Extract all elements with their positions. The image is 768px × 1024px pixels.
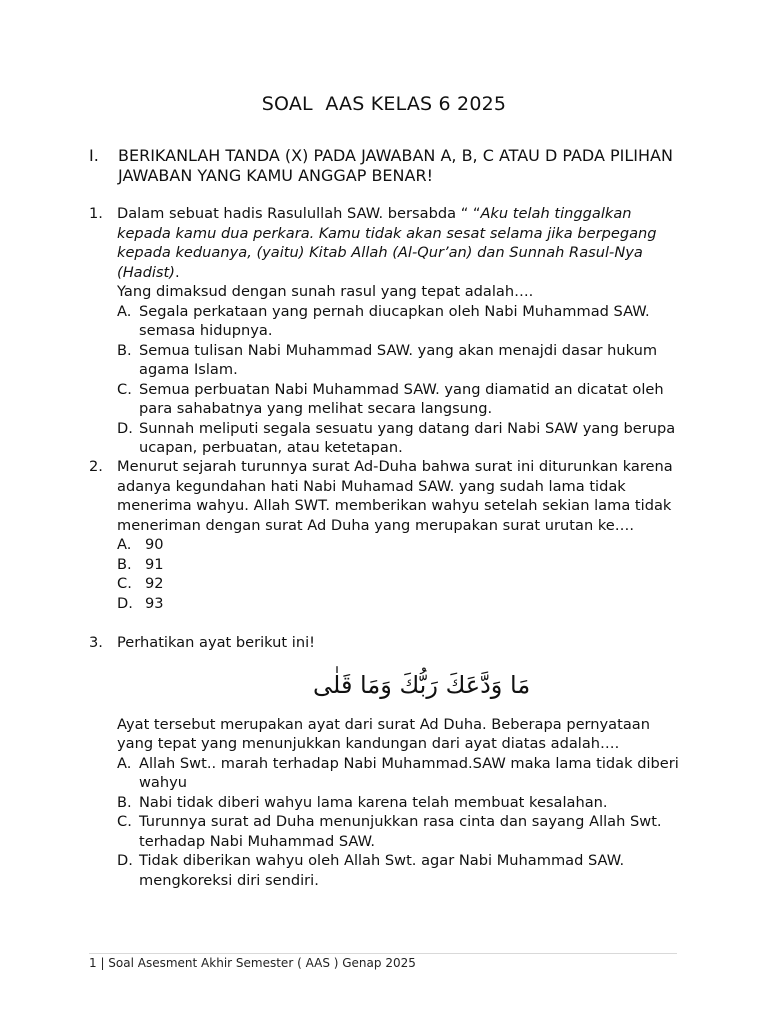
option-b	[117, 341, 689, 380]
option-text: Tidak diberikan wahyu oleh Allah Swt. agar Nabi Muhammad SAW. mengkoreksi diri sendiri.	[139, 852, 625, 889]
option-text: Segala perkataan yang pernah diucapkan oleh Nabi Muhammad SAW. semasa hidupnya.	[139, 302, 650, 339]
option-c	[117, 380, 689, 419]
option-a	[117, 302, 689, 341]
arabic-verse-text: مَا وَدَّعَكَ رَبُّكَ وَمَا قَلٰى	[313, 670, 531, 699]
option-text: Turunnya surat ad Duha menunjukkan rasa cinta dan sayang Allah Swt. terhadap Nabi Muhammad SAW.	[139, 813, 662, 850]
option-text: 93	[145, 594, 164, 612]
option-text: Semua tulisan Nabi Muhammad SAW. yang akan menajdi dasar hukum agama Islam.	[139, 341, 658, 378]
option-text: Allah Swt.. marah terhadap Nabi Muhammad.SAW maka lama tidak diberi wahyu	[139, 754, 679, 791]
arabic-verse-image	[125, 657, 531, 705]
option-letter: A.	[117, 536, 132, 553]
option-letter: D.	[117, 594, 133, 612]
option-letter: A.	[117, 754, 132, 772]
page-footer: 1 | Soal Asesment Akhir Semester ( AAS ) Genap 2025	[89, 956, 416, 970]
question-1	[89, 204, 689, 458]
page-title: SOAL AAS KELAS 6 2025	[261, 93, 507, 115]
option-d	[117, 851, 689, 890]
question-text: Yang dimaksud dengan sunah rasul yang tepat adalah….	[117, 283, 534, 300]
option-letter: C.	[117, 380, 132, 398]
option-d	[117, 594, 689, 614]
option-letter: B.	[117, 341, 132, 359]
question-text: Menurut sejarah turunnya surat Ad-Duha bahwa surat ini diturunkan karena adanya kegundahan hati Nabi Muhamad SAW. yang sudah lama tidak menerima wahyu. Allah SWT. memberikan wahyu setelah sekian lama tidak meneriman dengan surat Ad Duha yang merupakan surat urutan ke….	[117, 458, 673, 534]
option-c	[117, 574, 689, 594]
option-a	[117, 754, 689, 793]
question-3	[89, 633, 689, 890]
section-number: I.	[89, 146, 99, 165]
footer-divider	[89, 953, 677, 954]
option-letter: A.	[117, 302, 132, 320]
question-intro	[117, 204, 689, 282]
option-letter: C.	[117, 813, 132, 830]
question-text: Ayat tersebut merupakan ayat dari surat Ad Duha. Beberapa pernyataan yang tepat yang menunjukkan kandungan dari ayat diatas adalah….	[117, 715, 650, 752]
option-text: Nabi tidak diberi wahyu lama karena telah membuat kesalahan.	[139, 793, 608, 811]
option-letter: B.	[117, 793, 132, 811]
question-2	[89, 457, 689, 613]
option-letter: D.	[117, 852, 133, 869]
option-text: 92	[145, 575, 164, 592]
question-intro-text: Dalam sebuat hadis Rasulullah SAW. bersabda “ “	[117, 205, 481, 222]
quote-end: .	[174, 263, 180, 281]
option-text: 91	[145, 555, 164, 573]
option-d	[117, 419, 689, 458]
question-number: 2.	[89, 458, 103, 475]
option-a	[117, 535, 689, 555]
option-letter: C.	[117, 575, 132, 592]
option-b	[117, 793, 689, 813]
question-number: 1.	[89, 205, 103, 222]
option-letter: B.	[117, 555, 132, 573]
question-intro: Perhatikan ayat berikut ini!	[117, 634, 315, 651]
option-letter: D.	[117, 419, 133, 437]
option-c	[117, 812, 689, 851]
option-text: Semua perbuatan Nabi Muhammad SAW. yang diamatid an dicatat oleh para sahabatnya yang melihat secara langsung.	[139, 380, 664, 417]
option-b	[117, 555, 689, 575]
option-text: 90	[145, 536, 164, 553]
section-instruction: BERIKANLAH TANDA (X) PADA JAWABAN A, B, C ATAU D PADA PILIHAN JAWABAN YANG KAMU ANGGAP BENAR!	[118, 146, 673, 185]
question-number: 3.	[89, 634, 103, 651]
option-text: Sunnah meliputi segala sesuatu yang datang dari Nabi SAW yang berupa ucapan, perbuatan, atau ketetapan.	[139, 419, 676, 456]
hadith-quote: Aku telah tinggalkan kepada kamu dua perkara. Kamu tidak akan sesat selama jika berpegang kepada keduanya, (yaitu) Kitab Allah (Al-Qur’an) dan Sunnah Rasul-Nya (Hadist)	[117, 205, 657, 281]
